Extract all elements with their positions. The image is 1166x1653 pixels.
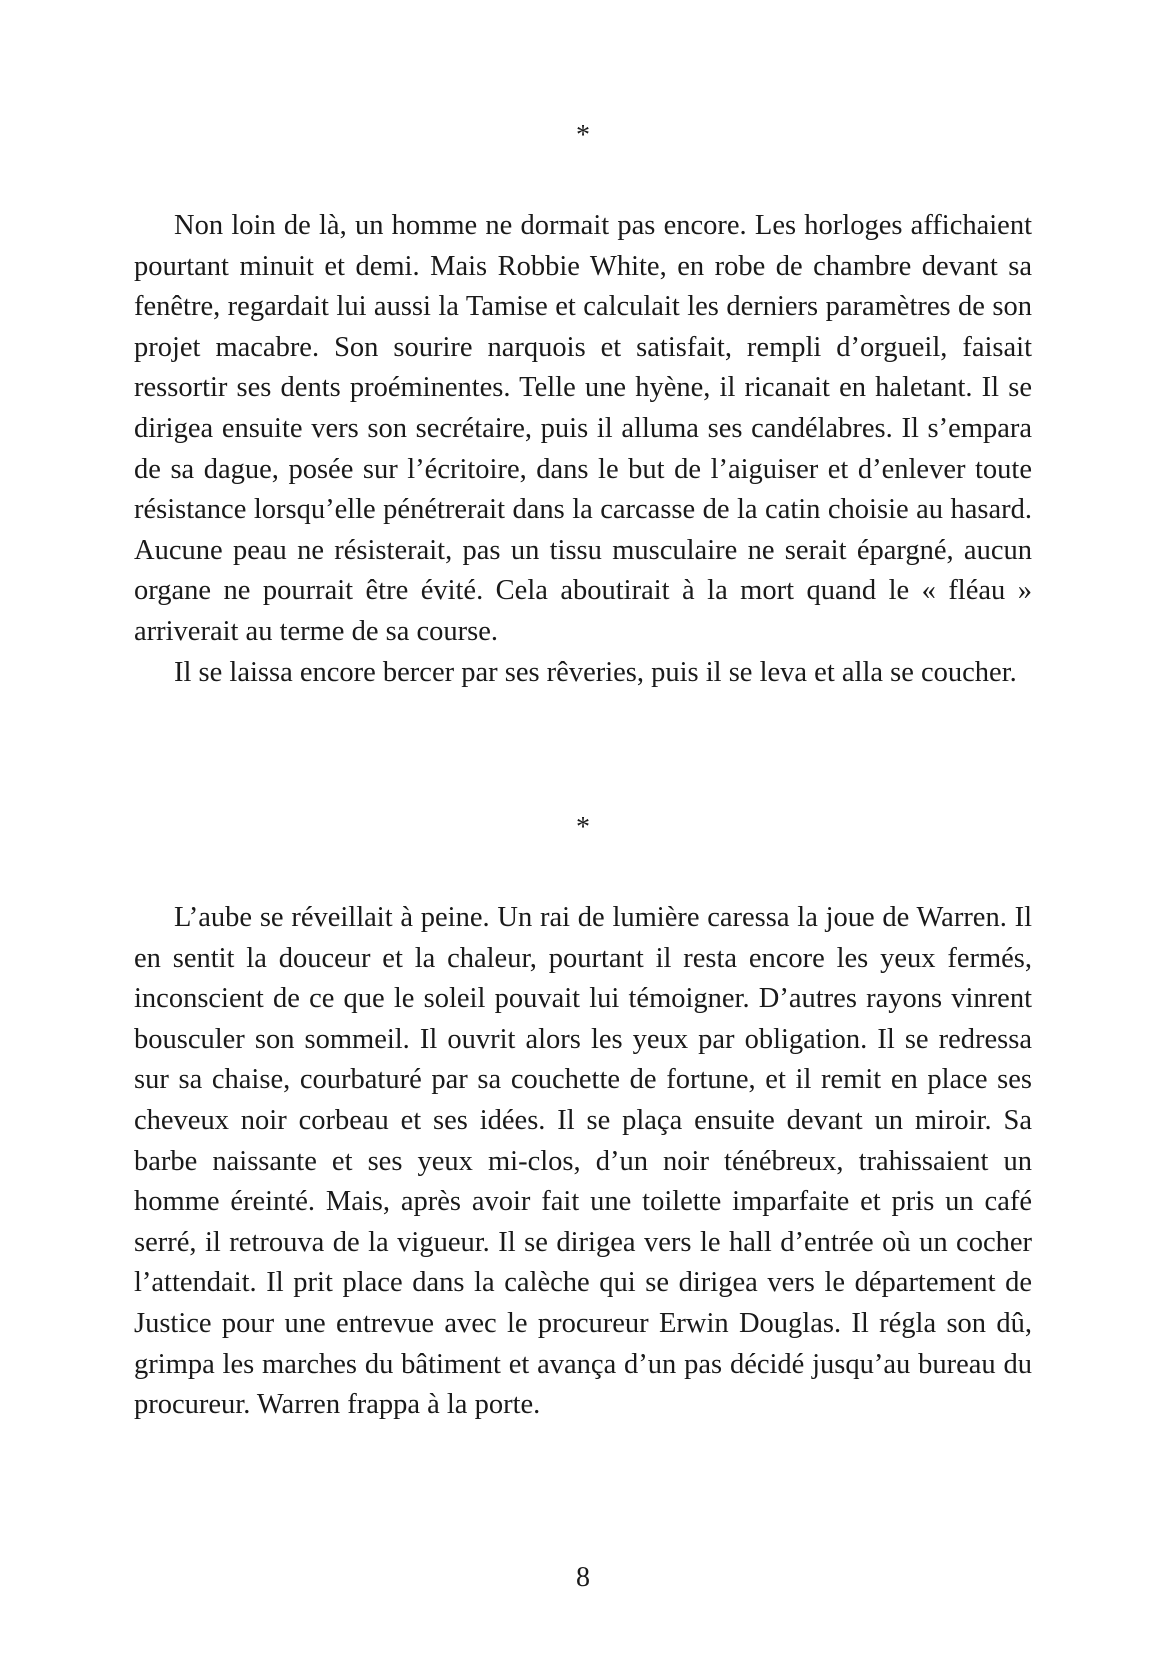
section-1-text xyxy=(134,206,1032,693)
paragraph: L’aube se réveillait à peine. Un rai de lumière caressa la joue de Warren. Il en sentit la douceur et la chaleur, pourtant il resta encore les yeux fermés, inconscient de ce que le soleil pouvait lui témoigner. D’autres rayons vinrent bousculer son sommeil. Il ouvrit alors les yeux par obligation. Il se redressa sur sa chaise, courbaturé par sa couchette de fortune, et il remit en place ses cheveux noir corbeau et ses idées. Il se plaça ensuite devant un miroir. Sa barbe naissante et ses yeux mi-clos, d’un noir ténébreux, trahissaient un homme éreinté. Mais, après avoir fait une toilette imparfaite et pris un café serré, il retrouva de la vigueur. Il se dirigea vers le hall d’entrée où un cocher l’attendait. Il prit place dans la calèche qui se dirigea vers le département de Justice pour une entrevue avec le procureur Erwin Douglas. Il régla son dû, grimpa les marches du bâtiment et avança d’un pas décidé jusqu’au bureau du procureur. Warren frappa à la porte. xyxy=(134,902,1032,1421)
paragraph: Non loin de là, un homme ne dormait pas encore. Les horloges affichaient pourtant minuit et demi. Mais Robbie White, en robe de chambre devant sa fenêtre, regardait lui aussi la Tamise et calculait les derniers paramètres de son projet macabre. Son sourire narquois et satisfait, rempli d’orgueil, faisait ressortir ses dents proéminentes. Telle une hyène, il ricanait en haletant. Il se dirigea ensuite vers son secrétaire, puis il alluma ses candélabres. Il s’empara de sa dague, posée sur l’écritoire, dans le but de l’aiguiser et d’enlever toute résistance lorsqu’elle pénétrerait dans la carcasse de la catin choisie au hasard. Aucune peau ne résisterait, pas un tissu musculaire ne serait épargné, aucun organe ne pourrait être évité. Cela aboutirait à la mort quand le « fléau » arriverait au terme de sa course. xyxy=(134,210,1032,647)
paragraph: Il se laissa encore bercer par ses rêveries, puis il se leva et alla se coucher. xyxy=(174,656,1017,688)
section-separator: * xyxy=(576,120,590,151)
page-number: 8 xyxy=(576,1562,590,1593)
section-separator: * xyxy=(576,812,590,843)
section-2-text xyxy=(134,898,1032,1426)
